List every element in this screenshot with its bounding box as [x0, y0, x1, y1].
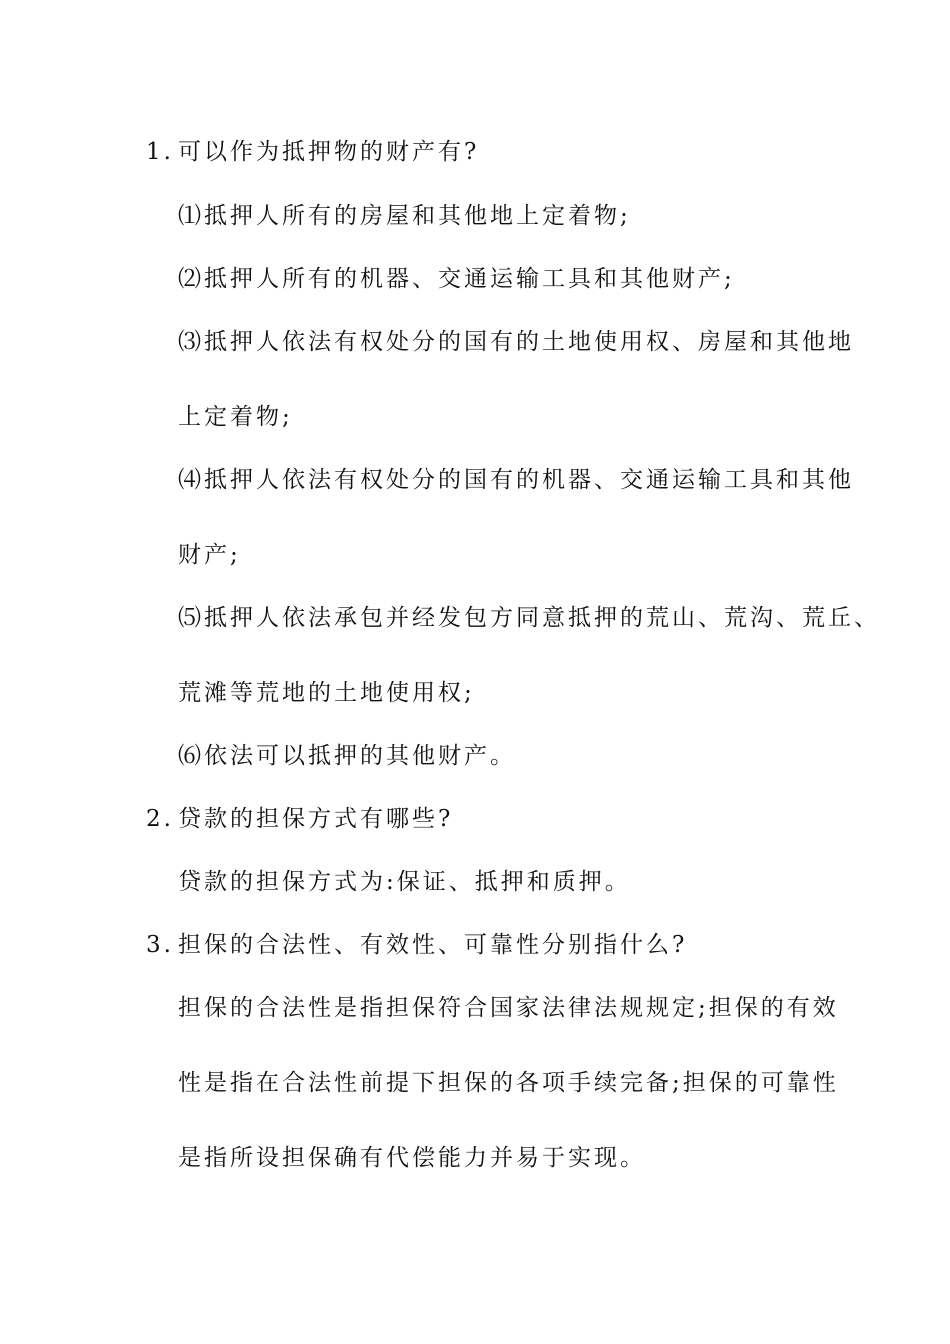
- list-item: ⑸抵押人依法承包并经发包方同意抵押的荒山、荒沟、荒丘、: [178, 605, 880, 631]
- list-item-continuation: 上定着物;: [178, 404, 293, 430]
- list-item: ⑴抵押人所有的房屋和其他地上定着物;: [178, 203, 631, 229]
- answer-line: 担保的合法性是指担保符合国家法律法规规定;担保的有效: [178, 995, 839, 1021]
- list-item-continuation: 财产;: [178, 542, 241, 568]
- question-title: 担保的合法性、有效性、可靠性分别指什么?: [178, 932, 688, 958]
- answer-line: 性是指在合法性前提下担保的各项手续完备;担保的可靠性: [178, 1070, 839, 1096]
- question-number: 3.: [146, 932, 174, 958]
- list-item: ⑹依法可以抵押的其他财产。: [178, 743, 516, 769]
- list-item: ⑶抵押人依法有权处分的国有的土地使用权、房屋和其他地: [178, 329, 854, 355]
- list-item: ⑷抵押人依法有权处分的国有的机器、交通运输工具和其他: [178, 467, 854, 493]
- question-number: 1.: [146, 139, 174, 165]
- question-title: 贷款的担保方式有哪些?: [178, 806, 454, 832]
- list-item: ⑵抵押人所有的机器、交通运输工具和其他财产;: [178, 266, 735, 292]
- answer-line: 是指所设担保确有代偿能力并易于实现。: [178, 1145, 646, 1171]
- list-item-continuation: 荒滩等荒地的土地使用权;: [178, 680, 475, 706]
- answer-line: 贷款的担保方式为:保证、抵押和质押。: [178, 869, 631, 895]
- question-title: 可以作为抵押物的财产有?: [178, 139, 480, 165]
- question-number: 2.: [146, 806, 174, 832]
